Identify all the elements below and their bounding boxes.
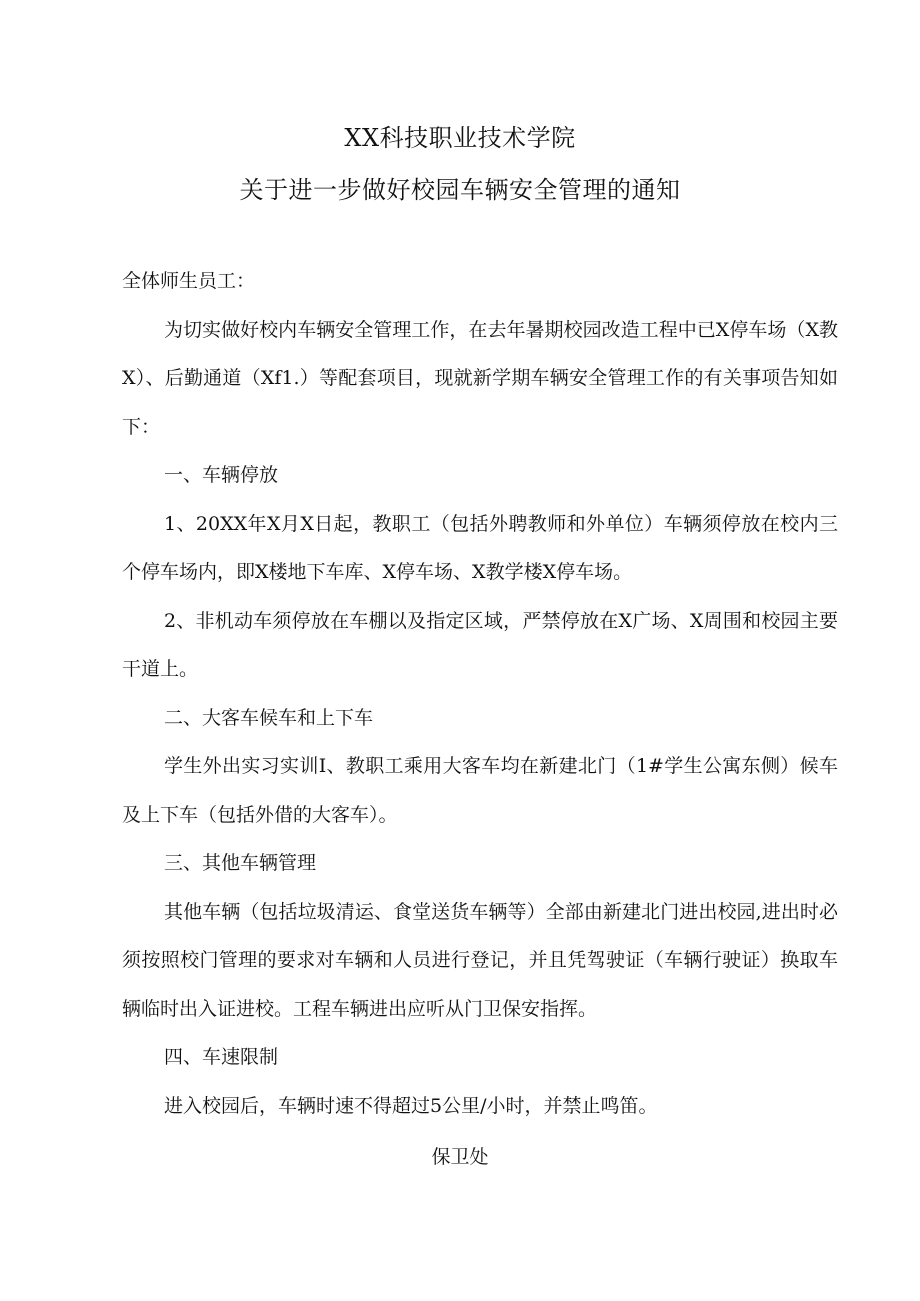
speed-paragraph: 进入校园后，车辆时速不得超过5公里/小时，并禁止鸣笛。: [164, 1094, 658, 1117]
document-title-school: XX科技职业技术学院: [344, 124, 576, 152]
document-title-notice: 关于进一步做好校园车辆安全管理的通知: [239, 176, 681, 204]
parking-item-2: 2、非机动车须停放在车棚以及指定区域，严禁停放在X广场、X周围和校园主要干道上。: [122, 609, 838, 680]
section-heading-bus: 二、大客车候车和上下车: [164, 706, 374, 729]
signature: 保卫处: [431, 1146, 489, 1168]
other-vehicles-paragraph: 其他车辆（包括垃圾清运、食堂送货车辆等）全部由新建北门进出校园,进出时必须按照校门管理的要求对车辆和人员进行登记，并且凭驾驶证（车辆行驶证）换取车辆临时出入证进校。工程车辆进出应听从门卫保安指挥。: [122, 900, 838, 1020]
section-heading-other-vehicles: 三、其他车辆管理: [164, 852, 317, 874]
parking-item-1: 1、20XX年X月X日起，教职工（包括外聘教师和外单位）车辆须停放在校内三个停车场内，即X楼地下车库、X停车场、X教学楼X停车场。: [122, 512, 838, 583]
salutation: 全体师生员工：: [122, 270, 256, 292]
section-heading-parking: 一、车辆停放: [164, 464, 279, 486]
section-heading-speed: 四、车速限制: [164, 1046, 279, 1068]
bus-paragraph: 学生外出实习实训I、教职工乘用大客车均在新建北门（1#学生公寓东侧）候车及上下车（包括外借的大客车）。: [122, 755, 838, 826]
intro-paragraph: 为切实做好校内车辆安全管理工作，在去年暑期校园改造工程中已X停车场（X教X）、后勤通道（Xf1.）等配套项目，现就新学期车辆安全管理工作的有关事项告知如下：: [122, 318, 838, 438]
document-body: [122, 257, 838, 1130]
